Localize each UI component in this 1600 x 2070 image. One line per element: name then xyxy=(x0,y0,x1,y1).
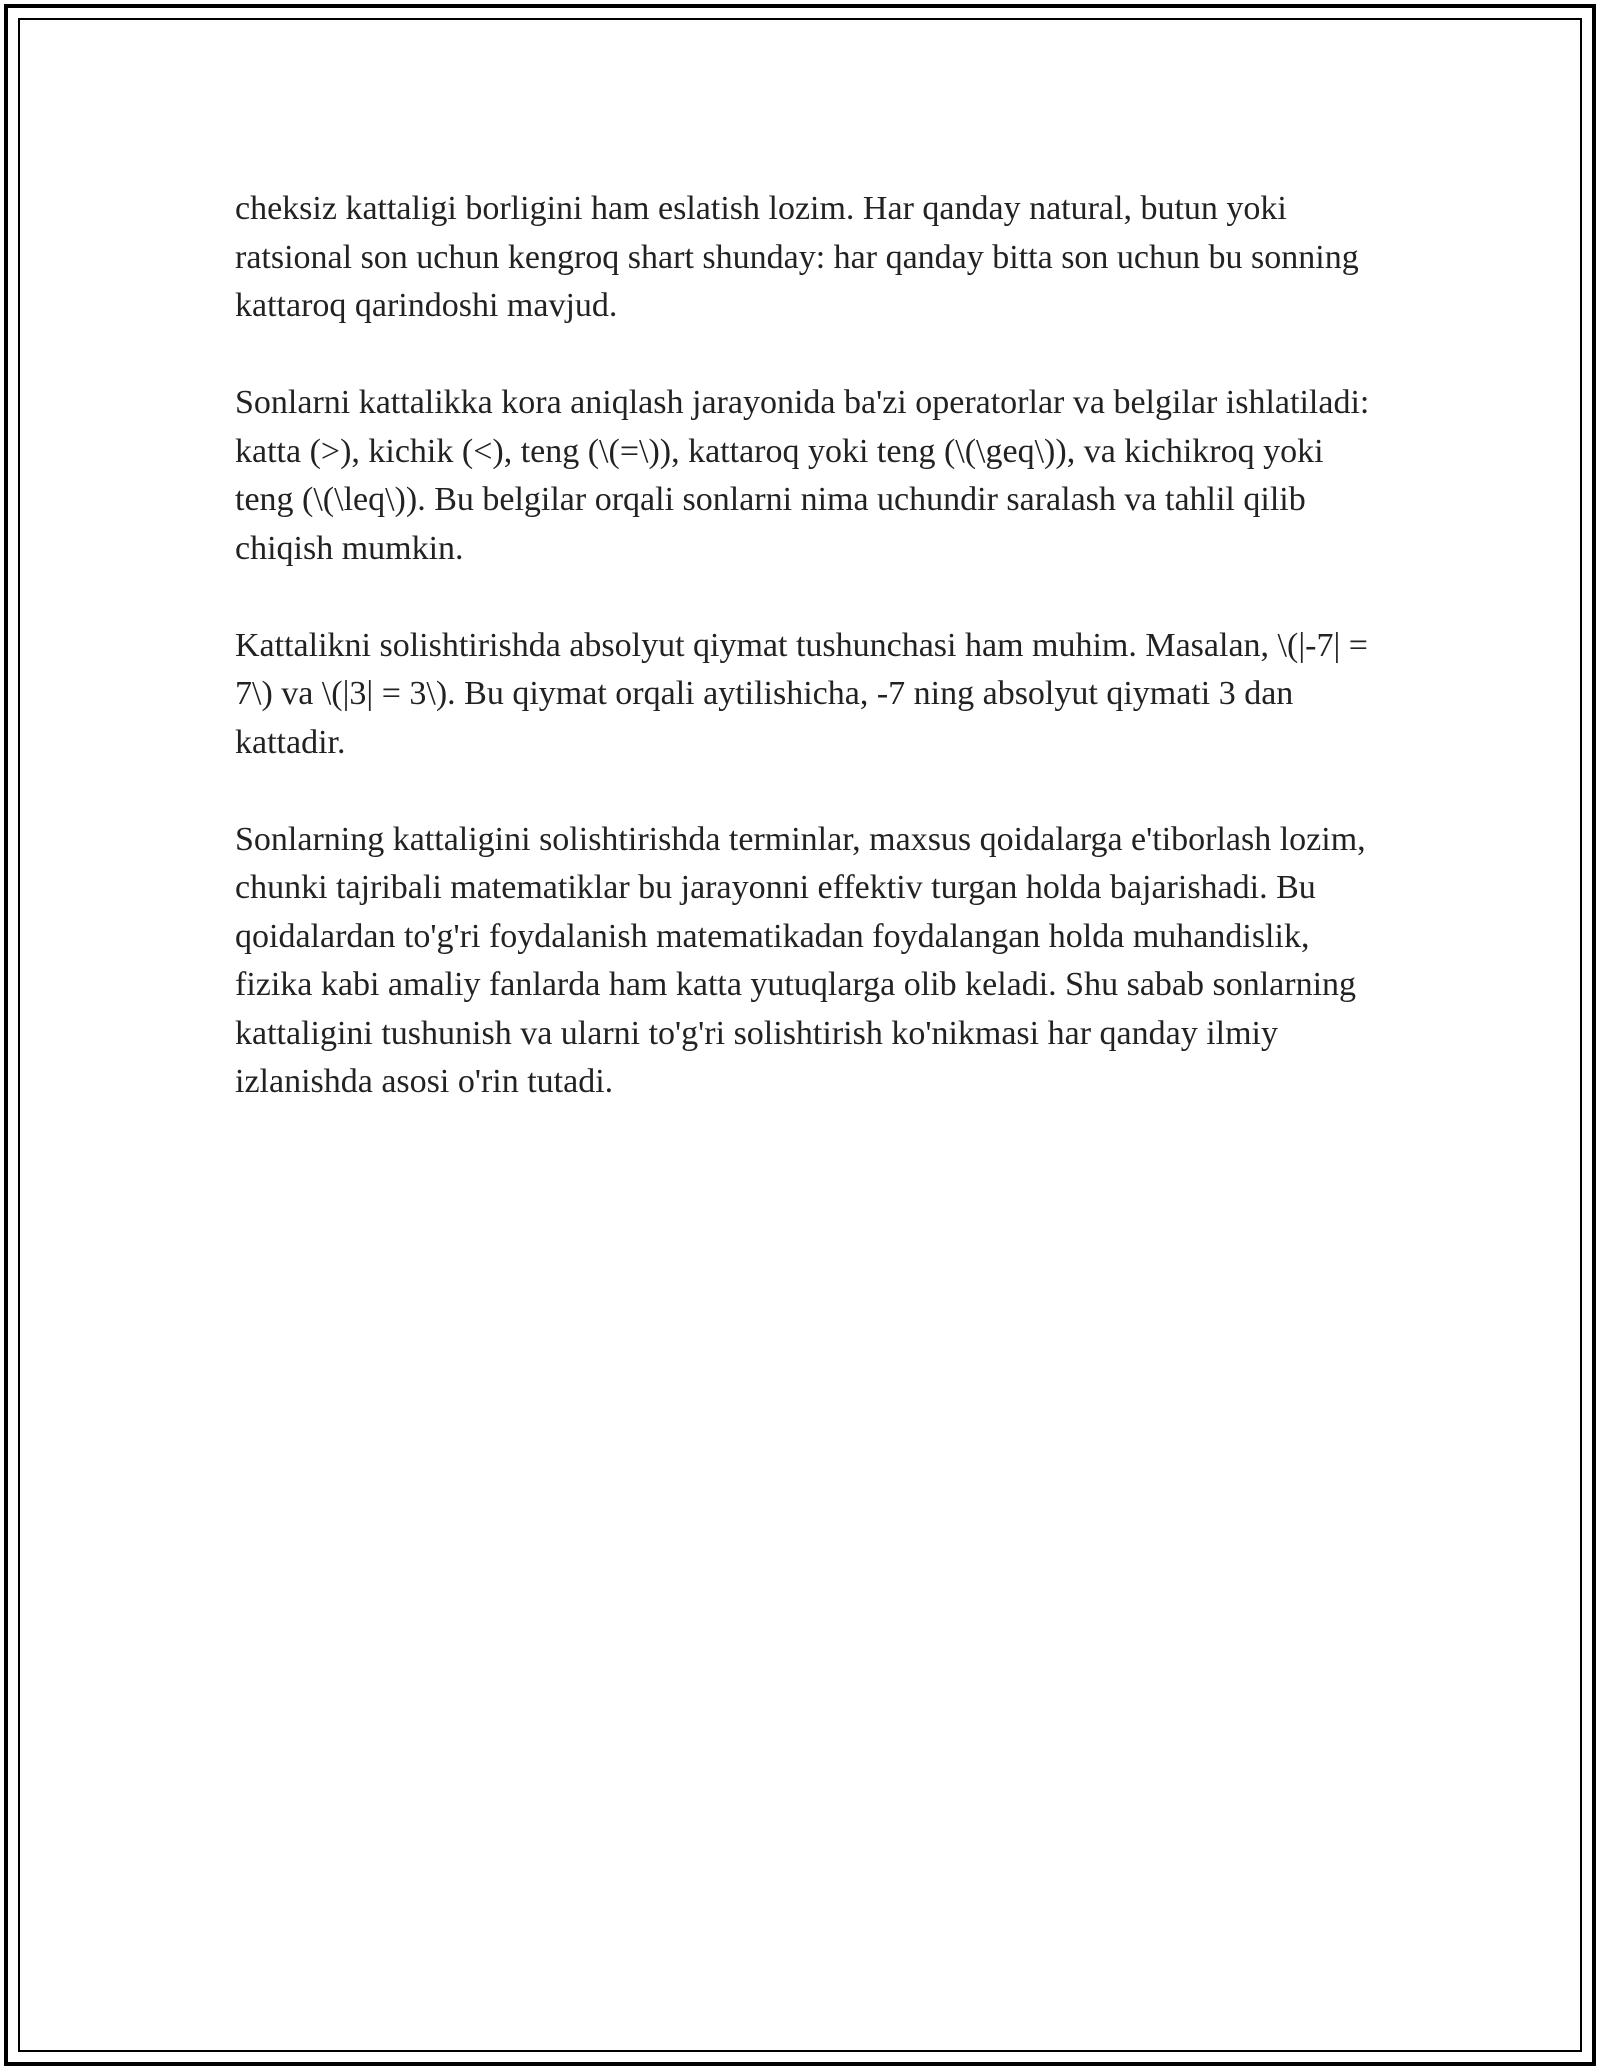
paragraph-4: Sonlarning kattaligini solishtirishda terminlar, maxsus qoidalarga e'tiborlash lozim, chunki tajribali matematiklar bu jarayonni effektiv turgan holda bajarishadi. Bu qoidalardan to'g'ri foydalanish matematikadan foydalangan holda muhandislik, fizika kabi amaliy fanlarda ham katta yutuqlarga olib keladi. Shu sabab sonlarning kattaligini tushunish va ularni to'g'ri solishtirish ko'nikmasi har qanday ilmiy izlanishda asosi o'rin tutadi. xyxy=(235,820,1366,1100)
paragraph-3: Kattalikni solishtirishda absolyut qiymat tushunchasi ham muhim. Masalan, \(|-7| = 7\) va \(|3| = 3\). Bu qiymat orqali aytilishicha, -7 ning absolyut qiymati 3 dan kattadir. xyxy=(235,626,1368,761)
paragraph-2: Sonlarni kattalikka kora aniqlash jarayonida ba'zi operatorlar va belgilar ishlatiladi: katta (>), kichik (<), teng (\(=\)), kattaroq yoki teng (\(\geq\)), va kichikroq yoki teng (\(\leq\)). Bu belgilar orqali sonlarni nima uchundir saralash va tahlil qilib chiqish mumkin. xyxy=(235,384,1370,567)
paragraph-1: cheksiz kattaligi borligini ham eslatish lozim. Har qanday natural, butun yoki ratsional son uchun kengroq shart shunday: har qanday bitta son uchun bu sonning kattaroq qarindoshi mavjud. xyxy=(235,190,1359,324)
document-body xyxy=(235,185,1375,1155)
